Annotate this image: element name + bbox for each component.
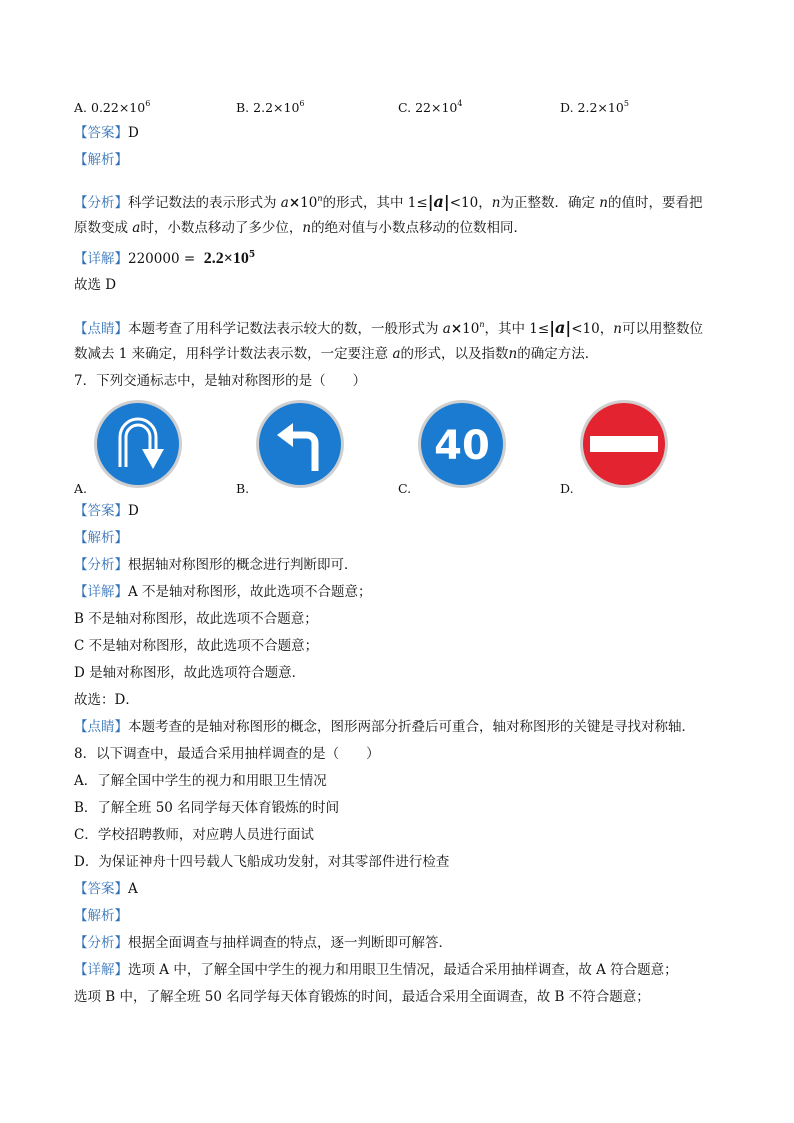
q7-line-b: B 不是轴对称图形，故此选项不合题意；	[74, 611, 318, 627]
q7-dianjing: 【点睛】本题考查的是轴对称图形的概念，图形两部分折叠后可重合，轴对称图形的关键是寻找对称轴．	[74, 719, 695, 735]
no-entry-sign-icon	[579, 399, 669, 489]
q6-option-a: A. $0.22\times 10^6$	[74, 99, 151, 115]
q7-answer: 【答案】D	[74, 503, 139, 519]
q8-option-a: A．了解全国中学生的视力和用眼卫生情况	[74, 773, 327, 789]
q6-jiexi: 【解析】	[74, 152, 128, 168]
sign-c-text: 40	[434, 423, 490, 469]
turn-left-sign-icon	[255, 399, 345, 489]
q7-line-c: C 不是轴对称图形，故此选项不合题意；	[74, 638, 319, 654]
q6-option-c: C. $22\times 10^4$	[398, 99, 463, 115]
q7-stem: 7．下列交通标志中，是轴对称图形的是（ ）	[74, 373, 367, 389]
q8-answer: 【答案】A	[74, 881, 138, 897]
q8-option-c: C．学校招聘教师，对应聘人员进行面试	[74, 827, 314, 843]
q7-line-d: D 是轴对称图形，故此选项符合题意．	[74, 665, 306, 681]
q6-xiangjie: 【详解】$220000 = 2.2\times 10^5$	[74, 250, 256, 267]
q8-fenxi: 【分析】根据全面调查与抽样调查的特点，逐一判断即可解答．	[74, 935, 452, 951]
speed-40-sign-icon	[417, 399, 507, 489]
sign-label-a: A.	[74, 481, 88, 496]
q6-option-d: D. $2.2\times 10^5$	[560, 99, 629, 115]
q8-option-d: D．为保证神舟十四号载人飞船成功发射，对其零部件进行检查	[74, 854, 450, 870]
q6-fenxi-line2: 原数变成 a时，小数点移动了多少位，n的绝对值与小数点移动的位数相同．	[74, 220, 528, 236]
q6-dianjing-line2: 数减去 1 来确定，用科学计数法表示数，一定要注意 a的形式，以及指数n的确定方法．	[74, 346, 599, 362]
q7-jiexi: 【解析】	[74, 530, 128, 546]
q6-option-b: B. $2.2\times 10^6$	[236, 99, 305, 115]
q6-answer: 【答案】D	[74, 125, 139, 141]
q8-xiangjie-1: 【详解】选项 A 中，了解全国中学生的视力和用眼卫生情况，最适合采用抽样调查，故 A 符合题意；	[74, 962, 678, 978]
q8-option-b: B．了解全班 50 名同学每天体育锻炼的时间	[74, 800, 340, 816]
q7-fenxi: 【分析】根据轴对称图形的概念进行判断即可．	[74, 557, 358, 573]
sign-label-c: C.	[398, 481, 412, 496]
q7-guxuan: 故选：D．	[74, 692, 139, 708]
q8-jiexi: 【解析】	[74, 908, 128, 924]
sign-label-b: B.	[236, 481, 250, 496]
q8-stem: 8．以下调查中，最适合采用抽样调查的是（ ）	[74, 746, 380, 762]
q7-xiangjie: 【详解】A 不是轴对称图形，故此选项不合题意；	[74, 584, 372, 600]
q6-guxuan: 故选 D	[74, 277, 117, 293]
sign-label-d: D.	[560, 481, 574, 496]
u-turn-sign-icon	[93, 399, 183, 489]
q6-fenxi-line1: 【分析】科学记数法的表示形式为 $a\times 10^n$的形式，其中 1≤|a|<10，n为正整数．确定 n的值时，要看把	[74, 192, 703, 211]
q8-xiangjie-2: 选项 B 中，了解全班 50 名同学每天体育锻炼的时间，最适合采用全面调查，故 B 不符合题意；	[74, 989, 650, 1005]
q6-dianjing-line1: 【点睛】本题考查了用科学记数法表示较大的数，一般形式为 $a\times 10^n$，其中 1≤|a|<10，n可以用整数位	[74, 318, 703, 337]
